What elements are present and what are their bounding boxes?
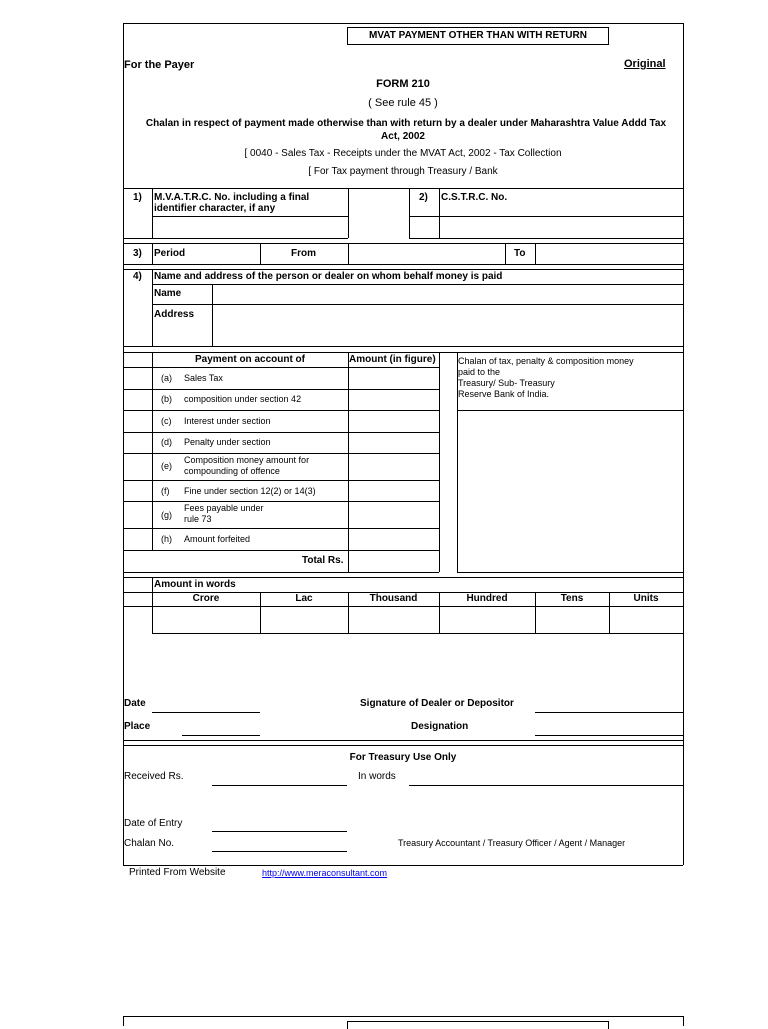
date-of-entry-line bbox=[212, 831, 347, 832]
rule bbox=[409, 216, 683, 217]
amount-figure-header: Amount (in figure) bbox=[349, 354, 436, 365]
rule bbox=[409, 238, 683, 239]
rule bbox=[123, 745, 683, 746]
rule bbox=[123, 389, 439, 390]
rule bbox=[152, 352, 153, 550]
rule bbox=[123, 550, 439, 551]
rule bbox=[123, 238, 348, 239]
row-desc: Sales Tax bbox=[184, 373, 223, 383]
row-code: (f) bbox=[161, 486, 170, 496]
item-4-number: 4) bbox=[133, 271, 142, 282]
rule bbox=[212, 284, 213, 346]
head-of-account: [ 0040 - Sales Tax - Receipts under the MVAT Act, 2002 - Tax Collection bbox=[244, 148, 562, 159]
rule bbox=[152, 284, 683, 285]
rule-reference: ( See rule 45 ) bbox=[368, 97, 438, 109]
rule bbox=[123, 410, 439, 411]
frame-right bbox=[683, 23, 684, 865]
received-label: Received Rs. bbox=[124, 771, 184, 782]
row-desc: Fine under section 12(2) or 14(3) bbox=[184, 486, 316, 496]
row-desc: Fees payable under rule 73 bbox=[184, 503, 264, 524]
rule bbox=[152, 633, 683, 634]
date-of-entry-label: Date of Entry bbox=[124, 818, 183, 829]
address-label: Address bbox=[154, 309, 195, 320]
place-line bbox=[182, 735, 260, 736]
description-line-2: Act, 2002 bbox=[381, 131, 425, 142]
row-desc: Interest under section bbox=[184, 416, 271, 426]
rule bbox=[152, 188, 153, 238]
row-desc: composition under section 42 bbox=[184, 394, 302, 404]
rule bbox=[123, 480, 439, 481]
row-desc: Amount forfeited bbox=[184, 534, 251, 544]
row-code: (h) bbox=[161, 534, 172, 544]
row-code: (c) bbox=[161, 416, 172, 426]
side-note-line: Chalan of tax, penalty & composition money bbox=[458, 356, 634, 366]
next-page-left bbox=[123, 1016, 124, 1026]
row-desc: Composition money amount for compounding of offence bbox=[184, 455, 310, 476]
rule bbox=[152, 269, 153, 346]
description-line-1: Chalan in respect of payment made otherwise than with return by a dealer under Maharashtra Value Addd Tax bbox=[145, 118, 667, 129]
item-1-number: 1) bbox=[133, 192, 142, 203]
rule bbox=[348, 243, 349, 264]
rule bbox=[439, 352, 440, 572]
rule bbox=[505, 243, 506, 264]
payment-through: [ For Tax payment through Treasury / Bank bbox=[308, 166, 498, 177]
rule bbox=[123, 501, 439, 502]
payer-name-address-label: Name and address of the person or dealer on whom behalf money is paid bbox=[154, 271, 503, 282]
rule bbox=[123, 572, 439, 573]
signature-label: Signature of Dealer or Depositor bbox=[360, 698, 514, 709]
in-words-line bbox=[409, 785, 683, 786]
side-note-line: Reserve Bank of India. bbox=[458, 389, 550, 399]
rule bbox=[409, 188, 410, 238]
rule bbox=[123, 606, 683, 607]
designation-line bbox=[535, 735, 683, 736]
chalan-no-label: Chalan No. bbox=[124, 838, 175, 849]
payment-account-header: Payment on account of bbox=[194, 354, 305, 365]
rule bbox=[123, 243, 683, 244]
row-code: (b) bbox=[161, 394, 172, 404]
printed-from-label: Printed From Website bbox=[129, 867, 226, 878]
side-note-line: paid to the bbox=[458, 367, 501, 377]
rule bbox=[152, 216, 348, 217]
next-page-title-box bbox=[347, 1021, 609, 1029]
mvat-rc-label: M.V.A.T.R.C. No. including a final identifier character, if any bbox=[154, 192, 310, 214]
rule bbox=[260, 243, 261, 264]
cst-rc-label: C.S.T.R.C. No. bbox=[441, 192, 508, 203]
rule bbox=[123, 577, 683, 578]
date-label: Date bbox=[124, 698, 146, 709]
item-2-number: 2) bbox=[419, 192, 428, 203]
chalan-no-line bbox=[212, 851, 347, 852]
website-link[interactable]: http://www.meraconsultant.com bbox=[262, 868, 388, 878]
column-header-thousand: Thousand bbox=[369, 593, 418, 604]
rule bbox=[457, 410, 683, 411]
treasury-officer-label: Treasury Accountant / Treasury Officer / Agent / Manager bbox=[398, 838, 626, 848]
row-code: (g) bbox=[161, 510, 172, 520]
rule bbox=[535, 243, 536, 264]
rule bbox=[439, 188, 440, 238]
rule bbox=[123, 269, 683, 270]
rule bbox=[123, 264, 683, 265]
rule bbox=[123, 432, 439, 433]
date-line bbox=[152, 712, 260, 713]
rule bbox=[123, 367, 439, 368]
amount-words-label: Amount in words bbox=[154, 579, 236, 590]
period-label: Period bbox=[154, 248, 186, 259]
form-number: FORM 210 bbox=[376, 78, 430, 90]
name-label: Name bbox=[154, 288, 182, 299]
row-code: (e) bbox=[161, 461, 172, 471]
rule bbox=[123, 352, 683, 353]
rule bbox=[152, 577, 153, 633]
rule bbox=[152, 243, 153, 264]
from-label: From bbox=[291, 248, 316, 259]
rule bbox=[348, 188, 349, 238]
next-page-right bbox=[683, 1016, 684, 1026]
next-page-top bbox=[123, 1016, 683, 1017]
rule bbox=[348, 352, 349, 572]
total-label: Total Rs. bbox=[302, 555, 344, 566]
row-desc: Penalty under section bbox=[184, 437, 271, 447]
column-header-crore: Crore bbox=[192, 593, 220, 604]
designation-label: Designation bbox=[411, 721, 469, 732]
row-code: (a) bbox=[161, 373, 172, 383]
to-label: To bbox=[514, 248, 526, 259]
frame-top bbox=[123, 23, 683, 24]
in-words-label: In words bbox=[358, 771, 396, 782]
signature-line bbox=[535, 712, 683, 713]
rule bbox=[123, 740, 683, 741]
form-title: MVAT PAYMENT OTHER THAN WITH RETURN bbox=[369, 30, 587, 41]
column-header-units: Units bbox=[633, 593, 659, 604]
rule bbox=[123, 528, 439, 529]
rule bbox=[123, 188, 683, 189]
column-header-lac: Lac bbox=[295, 593, 313, 604]
frame-bottom bbox=[123, 865, 683, 866]
row-code: (d) bbox=[161, 437, 172, 447]
received-line bbox=[212, 785, 347, 786]
column-header-hundred: Hundred bbox=[466, 593, 508, 604]
rule bbox=[152, 304, 683, 305]
rule bbox=[123, 346, 683, 347]
rule bbox=[457, 572, 683, 573]
place-label: Place bbox=[124, 721, 151, 732]
item-3-number: 3) bbox=[133, 248, 142, 259]
side-note-line: Treasury/ Sub- Treasury bbox=[458, 378, 555, 388]
for-payer-label: For the Payer bbox=[124, 59, 195, 71]
copy-label: Original bbox=[624, 58, 666, 70]
column-header-tens: Tens bbox=[560, 593, 584, 604]
treasury-title: For Treasury Use Only bbox=[349, 752, 457, 763]
rule bbox=[123, 453, 439, 454]
